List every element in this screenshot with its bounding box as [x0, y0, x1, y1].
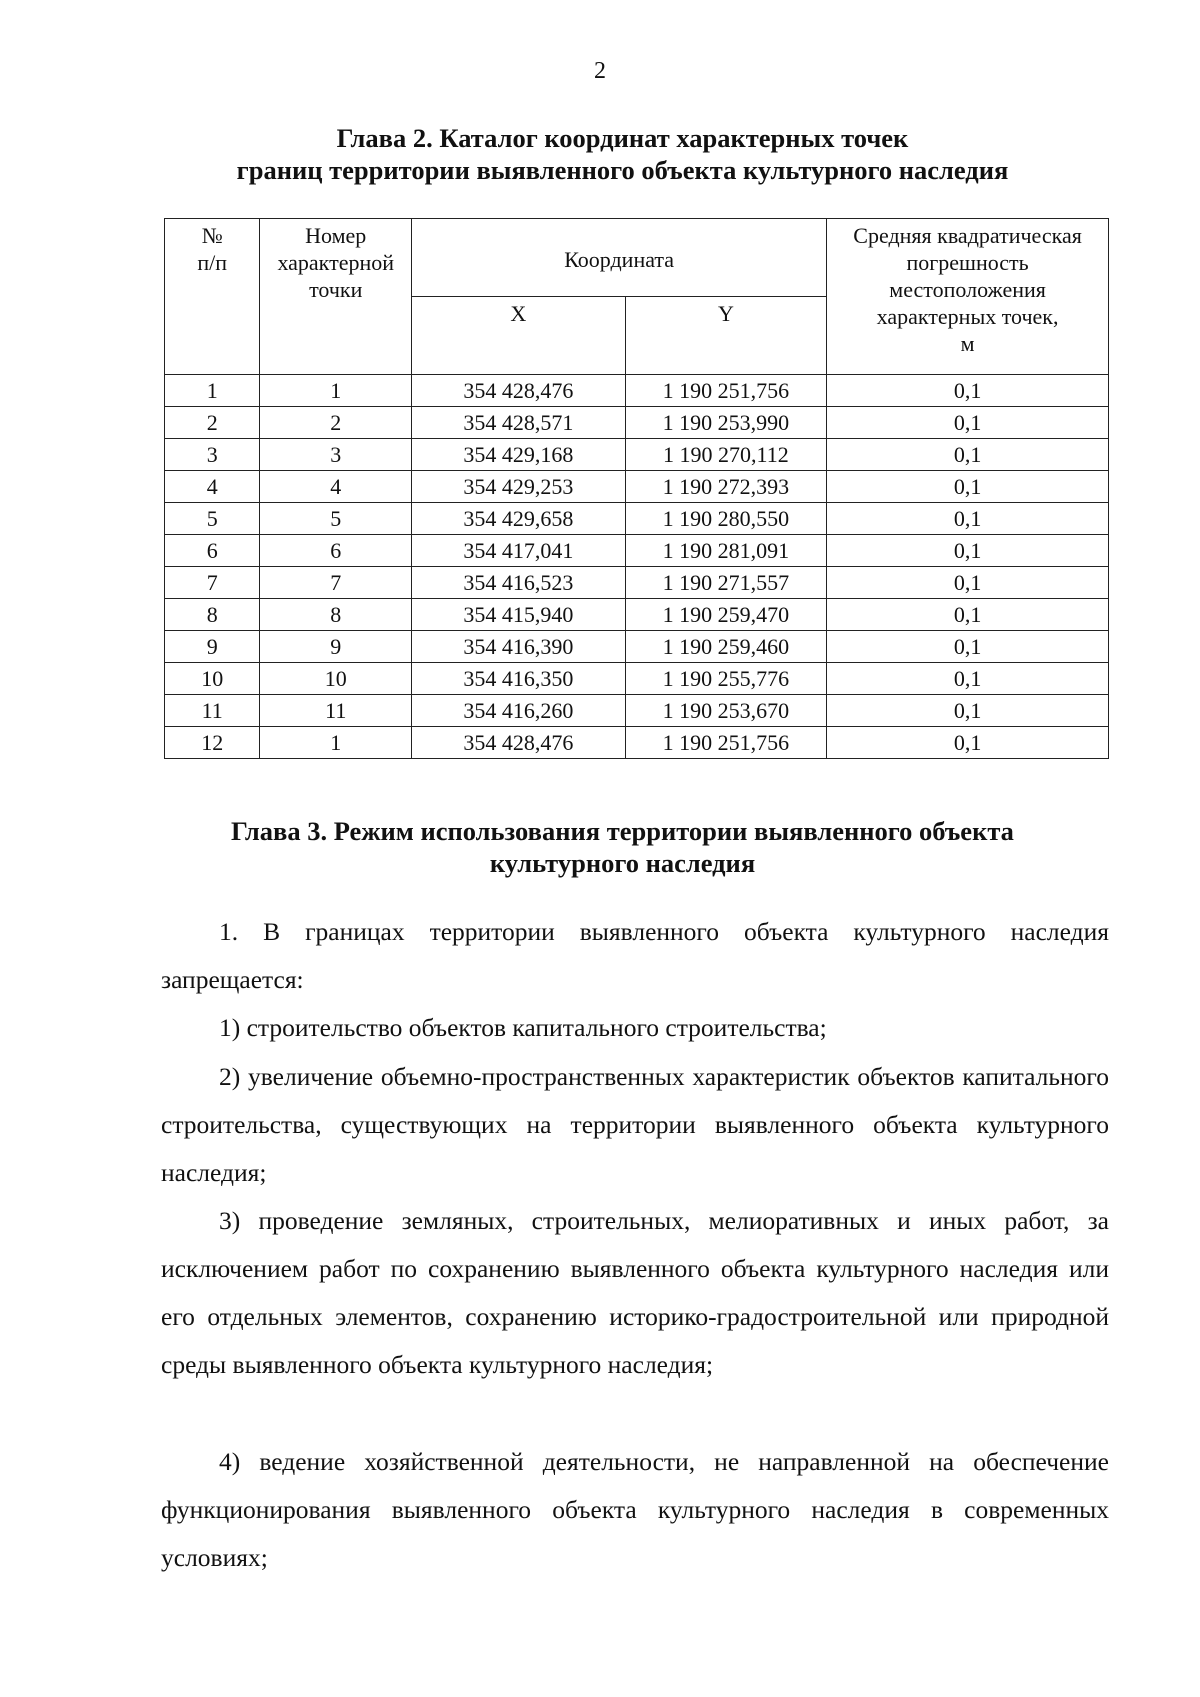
cell-y: 1 190 271,557 — [625, 567, 827, 599]
cell-point: 4 — [260, 471, 412, 503]
page-number: 2 — [594, 58, 606, 84]
header-error-line-4: характерных точек, — [876, 304, 1059, 329]
cell-y: 1 190 280,550 — [625, 503, 827, 535]
header-error-line-1: Средняя квадратическая — [853, 223, 1082, 248]
cell-y: 1 190 251,756 — [625, 727, 827, 759]
cell-n: 8 — [165, 599, 260, 631]
paragraph-1-item-1: 1) строительство объектов капитального строительства; — [219, 1013, 827, 1042]
cell-point: 2 — [260, 407, 412, 439]
cell-y: 1 190 270,112 — [625, 439, 827, 471]
cell-n: 11 — [165, 695, 260, 727]
header-point-line-2: характерной — [277, 250, 395, 275]
cell-point: 10 — [260, 663, 412, 695]
cell-n: 5 — [165, 503, 260, 535]
cell-y: 1 190 259,470 — [625, 599, 827, 631]
header-y: Y — [625, 297, 827, 375]
cell-y: 1 190 259,460 — [625, 631, 827, 663]
table-row — [165, 439, 1109, 471]
header-point-line-3: точки — [309, 277, 363, 302]
cell-err: 0,1 — [827, 407, 1109, 439]
table-row — [165, 567, 1109, 599]
header-error-line-5: м — [960, 331, 975, 356]
header-error-line-2: погрешность — [906, 250, 1029, 275]
cell-point: 8 — [260, 599, 412, 631]
cell-y: 1 190 255,776 — [625, 663, 827, 695]
cell-point: 6 — [260, 535, 412, 567]
cell-err: 0,1 — [827, 599, 1109, 631]
cell-point: 7 — [260, 567, 412, 599]
header-number — [165, 219, 260, 375]
table-row — [165, 407, 1109, 439]
cell-y: 1 190 253,990 — [625, 407, 827, 439]
paragraph-1-item-4: 4) ведение хозяйственной деятельности, не направленной на обеспечение функционирования выявленного объекта культурного наследия в современных условиях; — [161, 1447, 1109, 1572]
header-error — [827, 219, 1109, 375]
cell-x: 354 416,523 — [412, 567, 626, 599]
paragraph-1: 1. В границах территории выявленного объекта культурного наследия запрещается: — [161, 917, 1109, 994]
header-error-line-3: местоположения — [889, 277, 1046, 302]
cell-n: 10 — [165, 663, 260, 695]
cell-y: 1 190 281,091 — [625, 535, 827, 567]
cell-err: 0,1 — [827, 663, 1109, 695]
cell-y: 1 190 272,393 — [625, 471, 827, 503]
chapter-2-title — [150, 122, 1095, 186]
table-row — [165, 535, 1109, 567]
table-row — [165, 695, 1109, 727]
cell-n: 4 — [165, 471, 260, 503]
coordinates-table-body — [165, 375, 1109, 759]
cell-point: 1 — [260, 375, 412, 407]
header-coordinate: Координата — [412, 219, 827, 297]
cell-point: 9 — [260, 631, 412, 663]
cell-point: 1 — [260, 727, 412, 759]
chapter-3-title — [150, 815, 1095, 879]
cell-point: 11 — [260, 695, 412, 727]
chapter-3-title-line-2: культурного наследия — [489, 848, 756, 878]
cell-x: 354 416,350 — [412, 663, 626, 695]
cell-err: 0,1 — [827, 471, 1109, 503]
cell-err: 0,1 — [827, 727, 1109, 759]
cell-x: 354 415,940 — [412, 599, 626, 631]
cell-err: 0,1 — [827, 503, 1109, 535]
cell-err: 0,1 — [827, 695, 1109, 727]
cell-err: 0,1 — [827, 439, 1109, 471]
cell-err: 0,1 — [827, 375, 1109, 407]
cell-n: 6 — [165, 535, 260, 567]
coordinates-table — [164, 218, 1109, 759]
cell-x: 354 416,260 — [412, 695, 626, 727]
chapter-2-title-line-1: Глава 2. Каталог координат характерных точек — [336, 123, 909, 153]
cell-n: 2 — [165, 407, 260, 439]
cell-n: 12 — [165, 727, 260, 759]
cell-y: 1 190 253,670 — [625, 695, 827, 727]
header-x: X — [412, 297, 626, 375]
header-number-line-2: п/п — [197, 250, 228, 275]
cell-x: 354 416,390 — [412, 631, 626, 663]
cell-x: 354 429,168 — [412, 439, 626, 471]
cell-point: 5 — [260, 503, 412, 535]
header-point-line-1: Номер — [305, 223, 367, 248]
table-row — [165, 727, 1109, 759]
cell-x: 354 428,571 — [412, 407, 626, 439]
cell-n: 1 — [165, 375, 260, 407]
cell-y: 1 190 251,756 — [625, 375, 827, 407]
table-row — [165, 631, 1109, 663]
cell-x: 354 429,253 — [412, 471, 626, 503]
cell-x: 354 428,476 — [412, 375, 626, 407]
cell-x: 354 429,658 — [412, 503, 626, 535]
cell-n: 9 — [165, 631, 260, 663]
cell-x: 354 417,041 — [412, 535, 626, 567]
cell-err: 0,1 — [827, 631, 1109, 663]
table-row — [165, 663, 1109, 695]
table-row — [165, 375, 1109, 407]
cell-point: 3 — [260, 439, 412, 471]
header-point — [260, 219, 412, 375]
cell-x: 354 428,476 — [412, 727, 626, 759]
table-row — [165, 503, 1109, 535]
paragraph-1-item-2: 2) увеличение объемно-пространственных характеристик объектов капитального строительства, существующих на территории выявленного объекта культурного наследия; — [161, 1062, 1109, 1187]
chapter-3-title-line-1: Глава 3. Режим использования территории выявленного объекта — [231, 816, 1014, 846]
paragraph-1-item-3: 3) проведение земляных, строительных, мелиоративных и иных работ, за исключением работ по сохранению выявленного объекта культурного наследия или его отдельных элементов, сохранению историко-градостроительной или природной среды выявленного объекта культурного наследия; — [161, 1206, 1109, 1379]
cell-err: 0,1 — [827, 535, 1109, 567]
cell-n: 7 — [165, 567, 260, 599]
chapter-2-title-line-2: границ территории выявленного объекта культурного наследия — [236, 155, 1009, 185]
table-row — [165, 471, 1109, 503]
cell-err: 0,1 — [827, 567, 1109, 599]
header-number-line-1: № — [201, 223, 223, 248]
table-row — [165, 599, 1109, 631]
cell-n: 3 — [165, 439, 260, 471]
